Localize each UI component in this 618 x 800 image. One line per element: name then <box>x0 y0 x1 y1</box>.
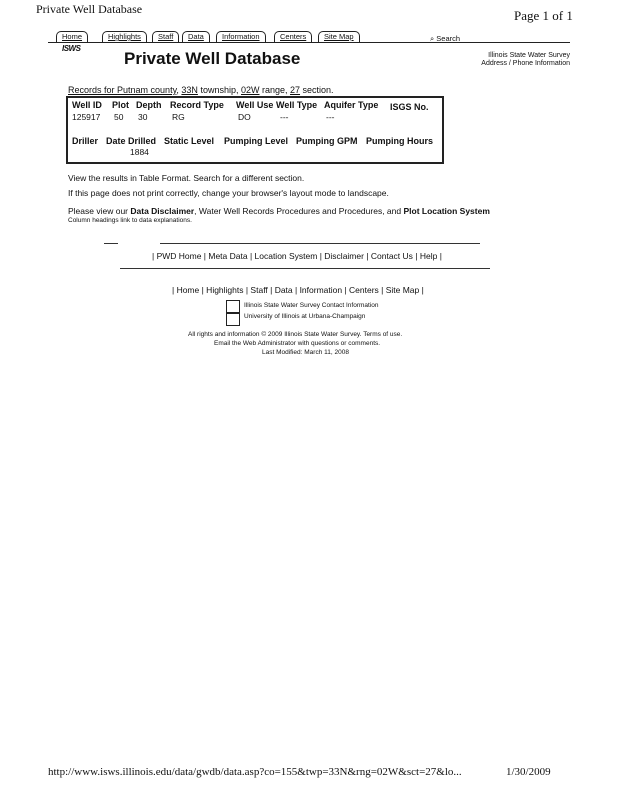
records-section-suffix: section. <box>300 85 334 95</box>
header-driller[interactable]: Driller <box>72 136 99 146</box>
agency-name: Illinois State Water Survey <box>488 52 570 59</box>
header-pumping-hours[interactable]: Pumping Hours <box>366 136 433 146</box>
cell-date-drilled: 1884 <box>130 147 149 157</box>
print-page-title: Private Well Database <box>36 2 143 16</box>
cell-aquifer-type: --- <box>326 112 335 122</box>
tab-site-map[interactable]: Site Map <box>318 31 360 42</box>
records-summary <box>68 85 334 95</box>
search-area[interactable] <box>430 34 460 44</box>
cell-depth: 30 <box>138 112 148 122</box>
well-records-table <box>66 96 444 164</box>
cell-record-type: RG <box>172 112 185 122</box>
cell-well-id: 125917 <box>72 112 101 122</box>
pwd-links-bar[interactable]: | PWD Home | Meta Data | Location System | Disclaimer | Contact Us | Help | <box>152 251 442 261</box>
header-well-id[interactable]: Well ID <box>72 100 102 110</box>
header-static-level[interactable]: Static Level <box>164 136 215 146</box>
tab-centers[interactable]: Centers <box>274 31 312 42</box>
agency-info <box>470 52 570 68</box>
records-prefix: Records for <box>68 85 118 95</box>
header-record-type[interactable]: Record Type <box>170 100 224 110</box>
header-plot[interactable]: Plot <box>112 100 129 110</box>
records-range: 02W <box>240 85 260 95</box>
page-title: Private Well Database <box>124 49 301 68</box>
uiuc-logo-icon[interactable] <box>226 312 240 326</box>
email-admin-text[interactable]: Email the Web Administrator with questions or comments. <box>214 340 381 347</box>
divider <box>120 268 490 269</box>
records-range-suffix: range, <box>259 85 291 95</box>
print-url: http://www.isws.illinois.edu/data/gwdb/data.asp?co=155&twp=33N&rng=02W&sct=27&lo... <box>48 766 462 778</box>
header-depth[interactable]: Depth <box>136 100 162 110</box>
header-pumping-gpm[interactable]: Pumping GPM <box>296 136 358 146</box>
records-county: Putnam county <box>117 85 177 95</box>
records-township-suffix: township, <box>197 85 241 95</box>
tab-staff[interactable]: Staff <box>152 31 179 42</box>
print-note: If this page does not print correctly, change your browser's layout mode to landscape. <box>68 188 389 198</box>
records-sep: , <box>176 85 182 95</box>
tab-home[interactable]: Home <box>56 31 88 42</box>
last-modified: Last Modified: March 11, 2008 <box>262 349 349 356</box>
nav-tab-bar <box>48 31 570 43</box>
uiuc-link[interactable]: University of Illinois at Urbana-Champaign <box>244 313 366 320</box>
column-note: Column headings link to data explanations. <box>68 217 192 224</box>
data-disclaimer-link[interactable]: Data Disclaimer <box>130 206 195 216</box>
isws-contact-link[interactable]: Illinois State Water Survey Contact Information <box>244 302 379 309</box>
search-icon: ⌕ <box>430 34 435 43</box>
records-township: 33N <box>181 85 198 95</box>
header-well-type[interactable]: Well Type <box>276 100 318 110</box>
cell-well-type: --- <box>280 112 289 122</box>
cell-plot: 50 <box>114 112 124 122</box>
disclaimer-prefix: Please view our <box>68 206 131 216</box>
header-pumping-level[interactable]: Pumping Level <box>224 136 289 146</box>
divider <box>104 243 118 244</box>
header-aquifer-type[interactable]: Aquifer Type <box>324 100 379 110</box>
rights-text: All rights and information © 2009 Illinois State Water Survey. Terms of use. <box>188 331 403 338</box>
agency-address-link[interactable]: Address / Phone Information <box>481 60 570 67</box>
disclaimer-mid: , Water Well Records Procedures and Procedures, and <box>194 206 404 216</box>
header-well-use[interactable]: Well Use <box>236 100 274 110</box>
site-links-bar[interactable]: | Home | Highlights | Staff | Data | Information | Centers | Site Map | <box>172 285 424 295</box>
page-number: Page 1 of 1 <box>514 8 573 23</box>
print-date: 1/30/2009 <box>506 766 551 778</box>
view-results-text[interactable]: View the results in Table Format. Search for a different section. <box>68 173 305 183</box>
plot-location-link[interactable]: Plot Location System <box>403 206 490 216</box>
tab-data[interactable]: Data <box>182 31 210 42</box>
records-section: 27 <box>290 85 301 95</box>
search-label: Search <box>436 34 461 43</box>
tab-information[interactable]: Information <box>216 31 266 42</box>
divider <box>160 243 480 244</box>
disclaimer-line <box>68 206 490 216</box>
header-date-drilled[interactable]: Date Drilled <box>106 136 157 146</box>
cell-well-use: DO <box>238 112 251 122</box>
tab-highlights[interactable]: Highlights <box>102 31 147 42</box>
isws-logo[interactable]: ISWS <box>62 44 81 53</box>
header-isgs-no[interactable]: ISGS No. <box>390 102 429 112</box>
